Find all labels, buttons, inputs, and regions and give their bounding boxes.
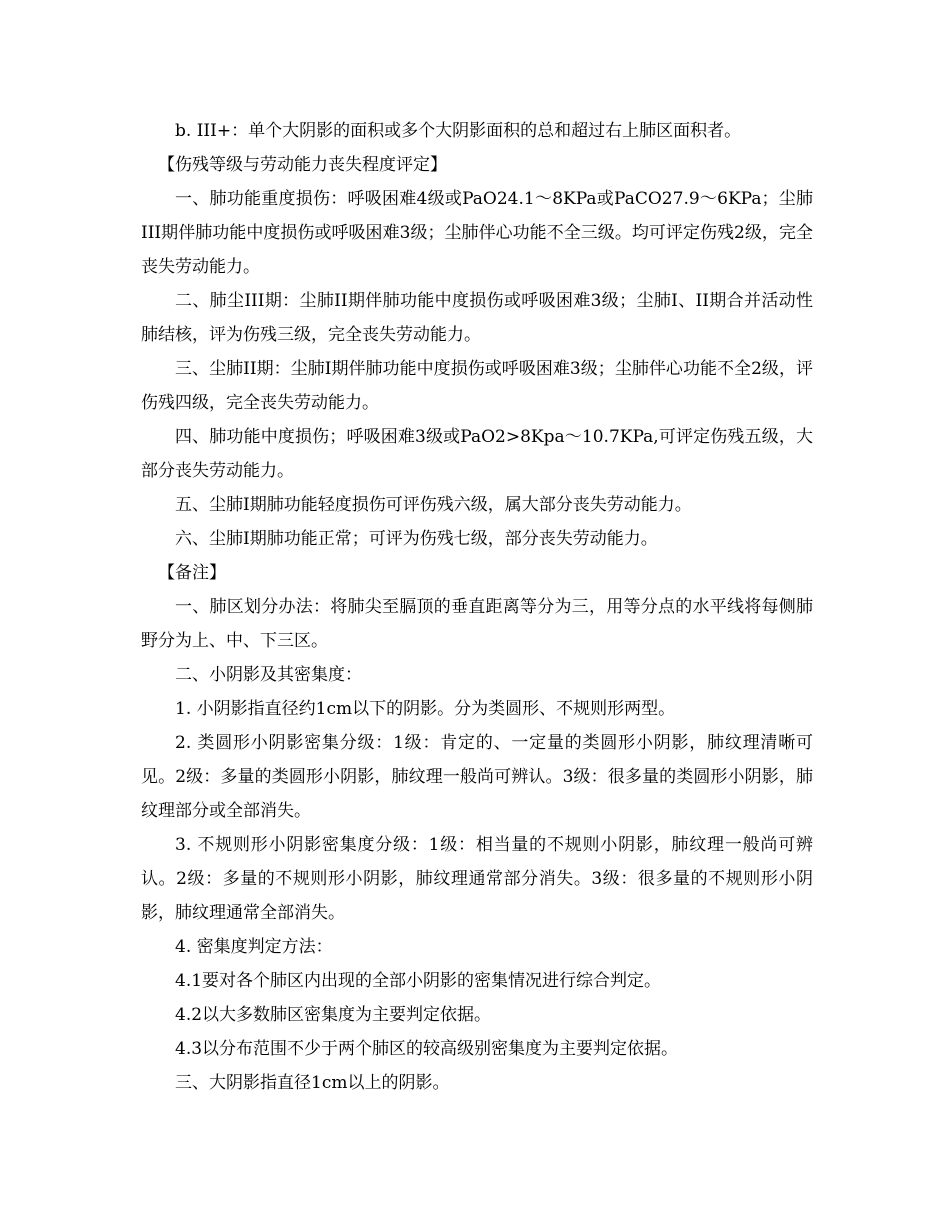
paragraph-note-1: 一、肺区划分办法：将肺尖至膈顶的垂直距离等分为三，用等分点的水平线将每侧肺野分为上、中、下三区。	[141, 597, 813, 651]
paragraph-grade-5: 五、尘肺I期肺功能轻度损伤可评伤残六级，属大部分丧失劳动能力。	[175, 495, 692, 515]
paragraph-note-2-item-4-2: 4.2以大多数肺区密集度为主要判定依据。	[175, 1005, 492, 1025]
document-page	[141, 114, 813, 1100]
section-heading-notes: 【备注】	[158, 563, 226, 583]
paragraph-grade-3: 三、尘肺II期：尘肺I期伴肺功能中度损伤或呼吸困难3级；尘肺伴心功能不全2级，评伤残四级，完全丧失劳动能力。	[141, 359, 813, 413]
paragraph-note-2-item-1: 1. 小阴影指直径约1cm以下的阴影。分为类圆形、不规则形两型。	[175, 699, 676, 719]
paragraph-note-2-item-3: 3. 不规则形小阴影密集度分级：1级：相当量的不规则小阴影，肺纹理一般尚可辨认。2级：多量的不规则形小阴影，肺纹理通常部分消失。3级：很多量的不规则形小阴影，肺纹理通常全部消失。	[141, 835, 813, 923]
paragraph-note-2: 二、小阴影及其密集度：	[175, 665, 362, 685]
paragraph-note-2-item-4-1: 4.1要对各个肺区内出现的全部小阴影的密集情况进行综合判定。	[175, 971, 662, 991]
paragraph-grade-1: 一、肺功能重度损伤：呼吸困难4级或PaO24.1～8KPa或PaCO27.9～6KPa；尘肺III期伴肺功能中度损伤或呼吸困难3级；尘肺伴心功能不全三级。均可评定伤残2级，完全丧失劳动能力。	[141, 189, 813, 277]
paragraph-note-2-item-4-3: 4.3以分布范围不少于两个肺区的较高级别密集度为主要判定依据。	[175, 1039, 679, 1059]
paragraph-grade-4: 四、肺功能中度损伤；呼吸困难3级或PaO2>8Kpa～10.7KPa,可评定伤残五级，大部分丧失劳动能力。	[141, 427, 813, 481]
paragraph-b-iii-plus: b. III+：单个大阴影的面积或多个大阴影面积的总和超过右上肺区面积者。	[175, 121, 742, 141]
paragraph-note-2-item-4: 4. 密集度判定方法：	[175, 937, 333, 957]
paragraph-grade-2: 二、肺尘III期：尘肺II期伴肺功能中度损伤或呼吸困难3级；尘肺I、II期合并活动性肺结核，评为伤残三级，完全丧失劳动能力。	[141, 291, 813, 345]
paragraph-note-3: 三、大阴影指直径1cm以上的阴影。	[175, 1073, 450, 1093]
paragraph-note-2-item-2: 2. 类圆形小阴影密集分级：1级：肯定的、一定量的类圆形小阴影，肺纹理清晰可见。2级：多量的类圆形小阴影，肺纹理一般尚可辨认。3级：很多量的类圆形小阴影，肺纹理部分或全部消失。	[141, 733, 813, 821]
section-heading-disability-grade: 【伤残等级与劳动能力丧失程度评定】	[158, 155, 447, 175]
paragraph-grade-6: 六、尘肺I期肺功能正常；可评为伤残七级，部分丧失劳动能力。	[175, 529, 658, 549]
